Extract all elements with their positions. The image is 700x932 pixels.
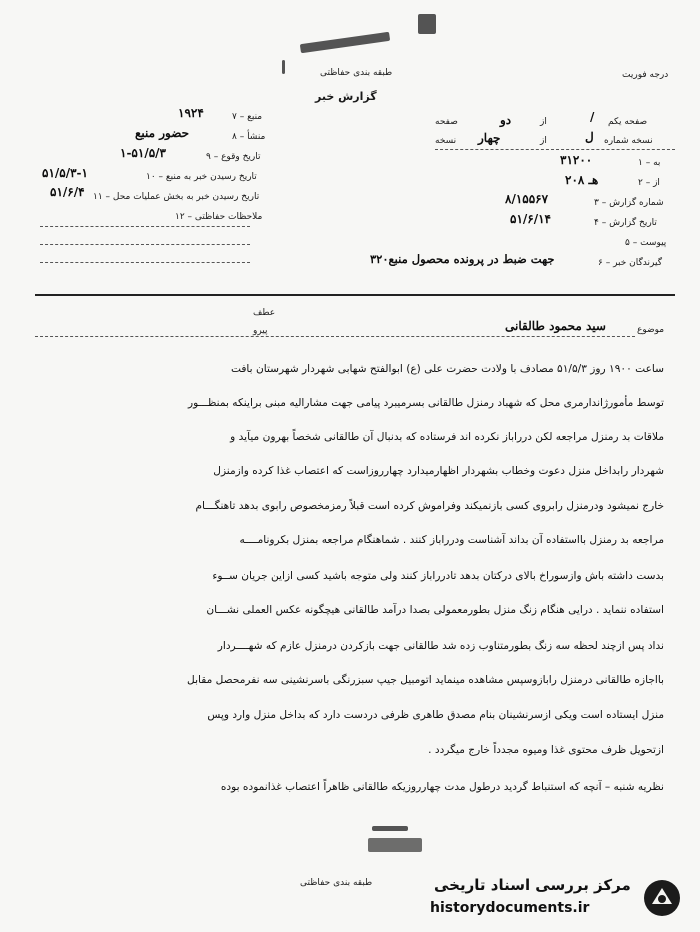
body-line: ساعت ۱۹۰۰ روز ۵۱/۵/۳ مصادف با ولادت حضرت علی (ع) ابوالفتح شهابی شهردار شهرستان بافت bbox=[230, 363, 664, 375]
field-8-label: ۸ – منشأ bbox=[232, 132, 266, 142]
page-label: صفحه یکم bbox=[608, 117, 648, 127]
field-7-value: ۱۹۲۴ bbox=[178, 106, 204, 120]
classification-top: طبقه بندی حفاظتی bbox=[320, 68, 393, 78]
field-7-label: ۷ – منبع bbox=[232, 112, 263, 122]
page-total-value: دو bbox=[500, 113, 512, 127]
copy-total-value: چهار bbox=[478, 131, 501, 145]
body-line: استفاده ننماید . درایی هنگام زنگ منزل بطورمعمولی بصدا درآمد طالقانی هیچگونه عکس العملی نشـــان bbox=[206, 604, 664, 616]
field-10-value: ۵۱/۵/۳-۱ bbox=[42, 166, 88, 180]
body-line: مراجعه بد رمنزل بااستفاده آن بداند آشناست ودرراباز کنند . شماهنگام مراجعه بمنزل بکرونامــــه bbox=[239, 534, 664, 546]
body-line: منزل ایستاده است ویکی ازسرنشینان بنام مصدق طاهری ظرفی دردست دارد که بداخل منزل وارد وپس bbox=[207, 709, 664, 721]
copy-number-mark: ل bbox=[585, 130, 594, 144]
copy-from: از bbox=[540, 136, 547, 146]
section-separator bbox=[35, 294, 675, 296]
field-6-value: ۳۲۰جهت ضبط در پرونده محصول منبع bbox=[370, 252, 555, 266]
guide-line bbox=[40, 262, 250, 263]
field-9-label: ۹ – تاریخ وقوع bbox=[206, 152, 261, 162]
field-5-label: ۵ – پیوست bbox=[625, 238, 667, 248]
body-line: نظریه شنبه – آنچه که استنباط گردید درطول مدت چهارروزیکه طالقانی ظاهراً اعتصاب غذانموده بوده bbox=[220, 781, 664, 793]
body-line: توسط مأمورژاندارمری محل که شهباد رمنزل طالقانی بسرمیبرد پیامی جهت مشارالیه مبنی براینکه بمنظـــور bbox=[188, 397, 664, 409]
top-stamp-mark-3 bbox=[282, 60, 285, 74]
body-line: خارج نمیشود ودرمنزل رابروی کسی بازنمیکند وفراموش کرده است قبلاً رمزمخصوص رابوی بدهد تاهنگـــام bbox=[195, 500, 664, 512]
body-line: بااجازه طالقانی درمنزل رابازوسپس مشاهده مینماید اتومبیل جیپ سبزرنگی باسرنشینی سه نفرمحصل مقابل bbox=[187, 674, 664, 686]
guide-line bbox=[40, 226, 250, 227]
report-title: گزارش خبر bbox=[315, 90, 377, 103]
archive-logo-icon bbox=[642, 878, 682, 918]
watermark-url: historydocuments.ir bbox=[430, 900, 590, 916]
subject-label: موضوع bbox=[637, 325, 665, 335]
bottom-stamp-mark-2 bbox=[368, 838, 422, 852]
field-11-label: ۱۱ – تاریخ رسیدن خبر به بخش عملیات محل bbox=[93, 192, 260, 202]
classification-bottom: طبقه بندی حفاظتی bbox=[300, 878, 373, 888]
watermark-title: مرکز بررسی اسناد تاریخی bbox=[434, 876, 631, 894]
watermark bbox=[428, 868, 694, 926]
field-2-label: ۲ – از bbox=[638, 178, 660, 188]
subject-value: سید محمود طالقانی bbox=[505, 319, 606, 333]
body-line: بدست داشته باش وازسوراخ بالای درکتان بدهد تادرراباز کنند ولی متوجه باشید کسی ازاین جریان ســوء bbox=[212, 570, 664, 582]
field-12-label: ۱۲ – ملاحظات حفاظتی bbox=[175, 212, 263, 222]
field-1-value: ۳۱۲۰۰ bbox=[560, 153, 593, 167]
guide-line bbox=[40, 244, 250, 245]
field-1-label: ۱ – به bbox=[638, 158, 661, 168]
page-from: از bbox=[540, 117, 547, 127]
body-line: ملاقات بد رمنزل مراجعه لکن درراباز نکرده اند فرستاده که بدنبال آن طالقانی شخصاً بهرون میآید و bbox=[230, 431, 664, 443]
field-3-value: ۸/۱۵۵۶۷ bbox=[505, 192, 549, 206]
copy-label: نسخه شماره bbox=[604, 136, 653, 146]
attach-label-2: پیرو bbox=[253, 326, 268, 336]
top-stamp-mark-2 bbox=[418, 14, 436, 34]
field-9-value: ۱-۵۱/۵/۳ bbox=[120, 146, 166, 160]
body-line: شهردار رابداخل منزل دعوت وخطاب بشهردار اظهارمیدارد چهارروزاست که اعتصاب غذا کرده وازمنزل bbox=[213, 465, 664, 477]
field-6-label: ۶ – گیرندگان خبر bbox=[598, 258, 662, 268]
copy-word: نسخه bbox=[435, 136, 457, 146]
page-number-mark: / bbox=[590, 110, 595, 124]
field-11-value: ۵۱/۶/۴ bbox=[50, 185, 85, 199]
attach-label-1: عطف bbox=[253, 308, 276, 318]
body-line: نداد پس ازچند لحظه سه زنگ بطورمتناوب زده شد طالقانی جهت بازکردن درمنزل عازم که شهــــردار bbox=[217, 640, 664, 652]
field-8-value: حضور منبع bbox=[135, 126, 190, 140]
field-2-value: ۲۰۸ هـ bbox=[565, 173, 599, 187]
guide-line bbox=[435, 149, 675, 150]
field-10-label: ۱۰ – تاریخ رسیدن خبر به منبع bbox=[146, 172, 257, 182]
bottom-stamp-mark bbox=[372, 826, 408, 831]
body-line: ازتحویل ظرف محتوی غذا ومیوه مجدداً خارج میگردد . bbox=[428, 744, 664, 756]
field-4-value: ۵۱/۶/۱۴ bbox=[510, 212, 551, 226]
priority-label: درجه فوریت bbox=[622, 70, 669, 80]
page-word: صفحه bbox=[435, 117, 458, 127]
subject-line bbox=[35, 336, 635, 337]
field-4-label: ۴ – تاریخ گزارش bbox=[594, 218, 657, 228]
top-stamp-mark bbox=[300, 32, 390, 53]
field-3-label: ۳ – شماره گزارش bbox=[594, 198, 664, 208]
